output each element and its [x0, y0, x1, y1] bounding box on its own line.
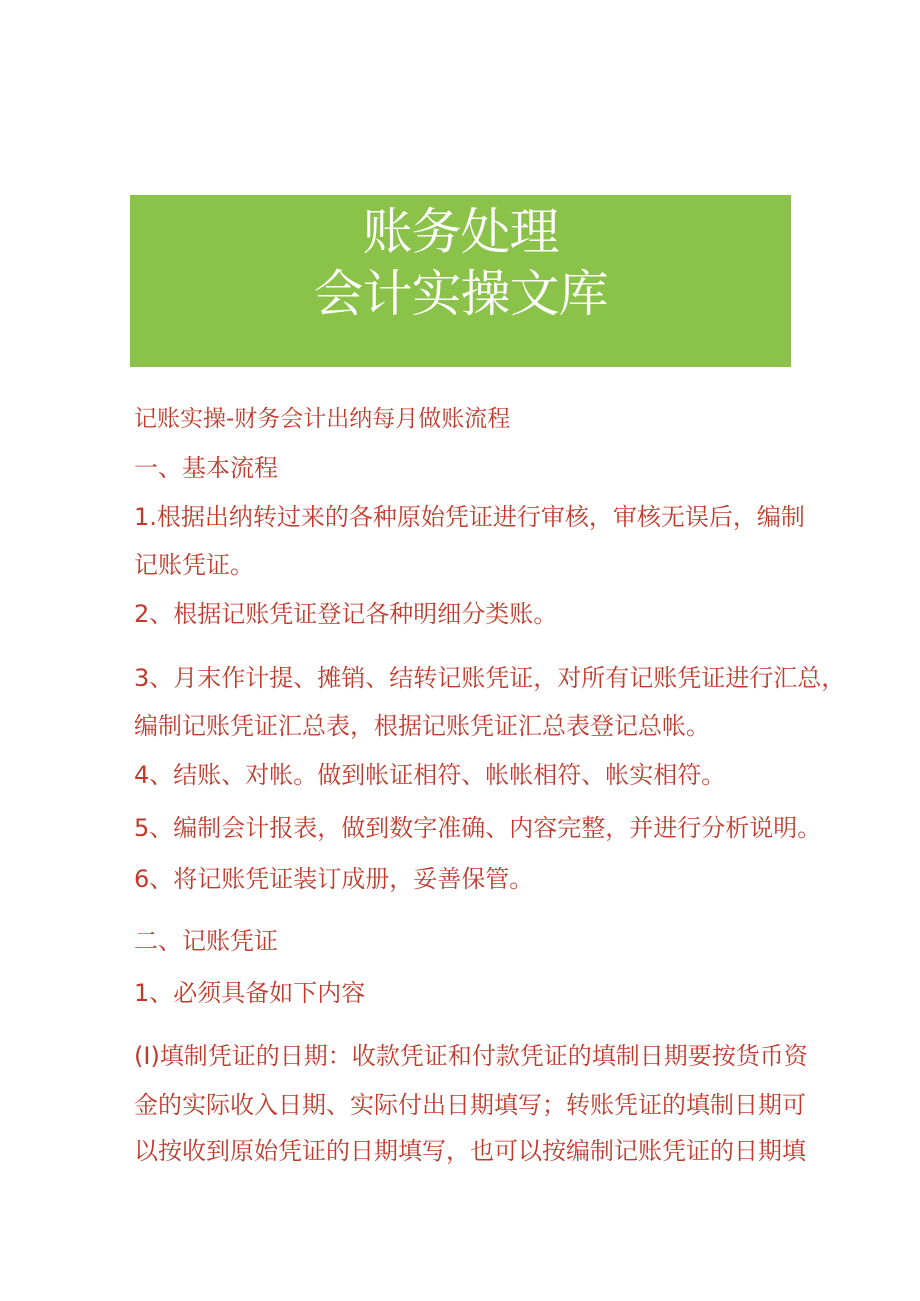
step-3-line-1: 3、月末作计提、摊销、结转记账凭证，对所有记账凭证进行汇总， — [134, 664, 846, 692]
step-5: 5、编制会计报表，做到数字准确、内容完整，并进行分析说明。 — [134, 814, 822, 842]
step-4: 4、结账、对帐。做到帐证相符、帐帐相符、帐实相符。 — [134, 761, 726, 789]
banner-title-line-1: 账务处理 — [362, 203, 559, 261]
section-heading-basic-flow: 一、基本流程 — [134, 454, 278, 482]
step-1-line-1: 1.根据出纳转过来的各种原始凭证进行审核，审核无误后，编制 — [134, 503, 805, 531]
step-2: 2、根据记账凭证登记各种明细分类账。 — [134, 600, 558, 628]
step-6: 6、将记账凭证装订成册，妥善保管。 — [134, 865, 534, 893]
paragraph-date-line-3: 以按收到原始凭证的日期填写，也可以按编制记账凭证的日期填 — [134, 1137, 806, 1165]
paragraph-date-line-1: (I)填制凭证的日期：收款凭证和付款凭证的填制日期要按货币资 — [134, 1042, 808, 1070]
step-3-line-2: 编制记账凭证汇总表，根据记账凭证汇总表登记总帐。 — [134, 712, 710, 740]
header-banner — [130, 195, 791, 367]
section-heading-vouchers: 二、记账凭证 — [134, 927, 278, 955]
step-1-line-2: 记账凭证。 — [134, 551, 254, 579]
subheading-required-content: 1、必须具备如下内容 — [134, 979, 366, 1007]
banner-title-line-2: 会计实操文库 — [313, 265, 608, 323]
paragraph-date-line-2: 金的实际收入日期、实际付出日期填写；转账凭证的填制日期可 — [134, 1091, 806, 1119]
document-title: 记账实操-财务会计出纳每月做账流程 — [134, 406, 511, 432]
